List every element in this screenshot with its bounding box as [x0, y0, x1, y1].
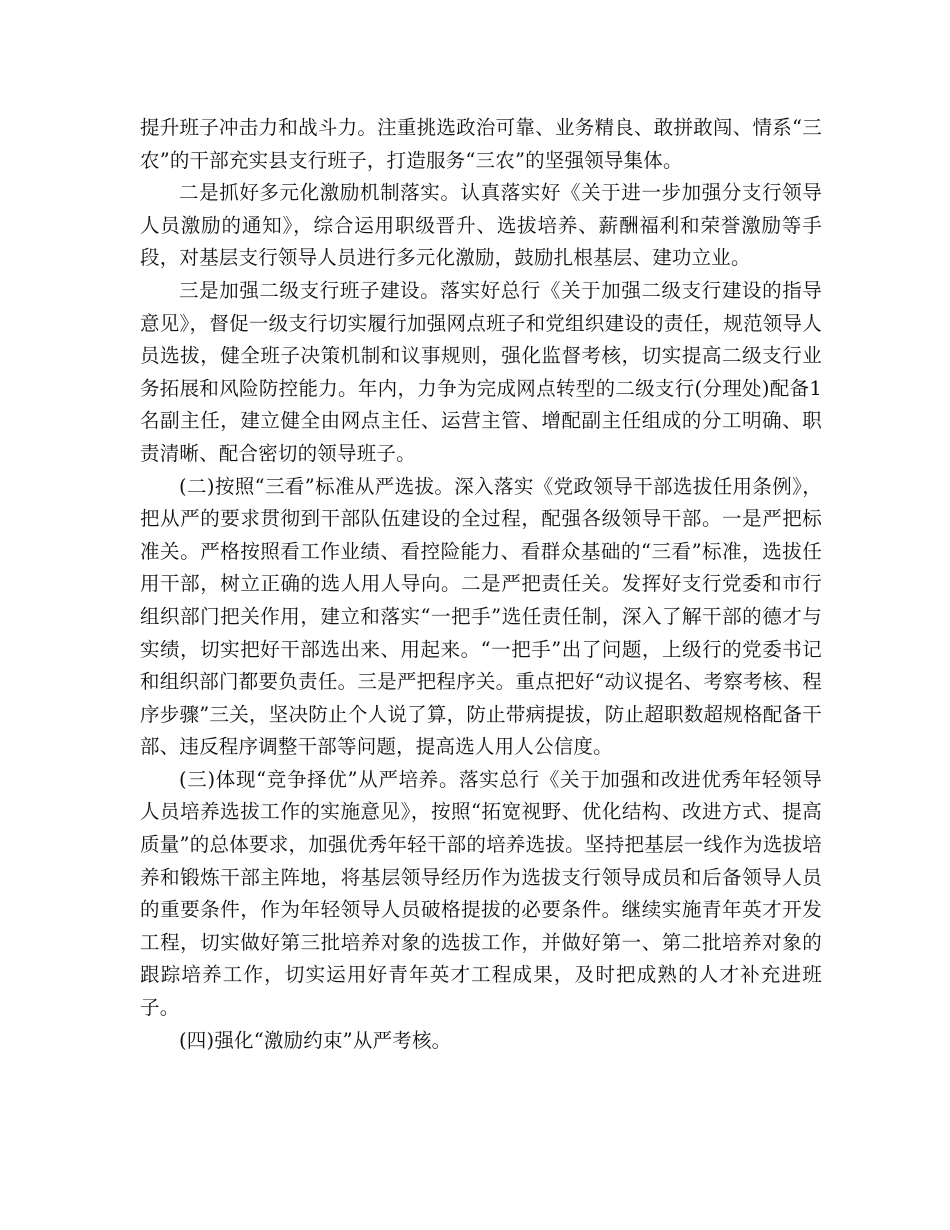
paragraph-incentive-mechanism: 二是抓好多元化激励机制落实。认真落实好《关于进一步加强分支行领导人员激励的通知》，综合运用职级晋升、选拔培养、薪酬福利和荣誉激励等手段，对基层支行领导人员进行多元化激励，鼓励扎根基层、建功立业。 — [140, 181, 822, 270]
paragraph-section-four-assessment: (四)强化“激励约束”从严考核。 — [179, 1028, 452, 1052]
paragraph-second-level-branch: 三是加强二级支行班子建设。落实好总行《关于加强二级支行建设的指导意见》，督促一级支行切实履行加强网点班子和党组织建设的责任，规范领导人员选拔，健全班子决策机制和议事规则，强化监督考核，切实提高二级支行业务拓展和风险防控能力。年内，力争为完成网点转型的二级支行(分理处)配备1名副主任，建立健全由网点主任、运营主管、增配副主任组成的分工明确、职责清晰、配合密切的领导班子。 — [140, 278, 822, 465]
paragraph-continued: 提升班子冲击力和战斗力。注重挑选政治可靠、业务精良、敢拼敢闯、情系“三农”的干部充实县支行班子，打造服务“三农”的坚强领导集体。 — [140, 116, 822, 172]
paragraph-section-three-training: (三)体现“竞争择优”从严培养。落实总行《关于加强和改进优秀年轻领导人员培养选拔工作的实施意见》，按照“拓宽视野、优化结构、改进方式、提高质量”的总体要求，加强优秀年轻干部的培养选拔。坚持把基层一线作为选拔培养和锻炼干部主阵地，将基层领导经历作为选拔支行领导成员和后备领导人员的重要条件，作为年轻领导人员破格提拔的必要条件。继续实施青年英才开发工程，切实做好第三批培养对象的选拔工作，并做好第一、第二批培养对象的跟踪培养工作，切实运用好青年英才工程成果，及时把成熟的人才补充进班子。 — [140, 767, 822, 1020]
paragraph-section-two-selection: (二)按照“三看”标准从严选拔。深入落实《党政领导干部选拔任用条例》，把从严的要求贯彻到干部队伍建设的全过程，配强各级领导干部。一是严把标准关。严格按照看工作业绩、看控险能力、看群众基础的“三看”标准，选拔任用干部，树立正确的选人用人导向。二是严把责任关。发挥好支行党委和市行组织部门把关作用，建立和落实“一把手”选任责任制，深入了解干部的德才与实绩，切实把好干部选出来、用起来。“一把手”出了问题，上级行的党委书记和组织部门都要负责任。三是严把程序关。重点把好“动议提名、考察考核、程序步骤”三关，坚决防止个人说了算，防止带病提拔，防止超职数超规格配备干部、违反程序调整干部等问题，提高选人用人公信度。 — [140, 474, 822, 759]
document-body — [140, 112, 822, 1057]
